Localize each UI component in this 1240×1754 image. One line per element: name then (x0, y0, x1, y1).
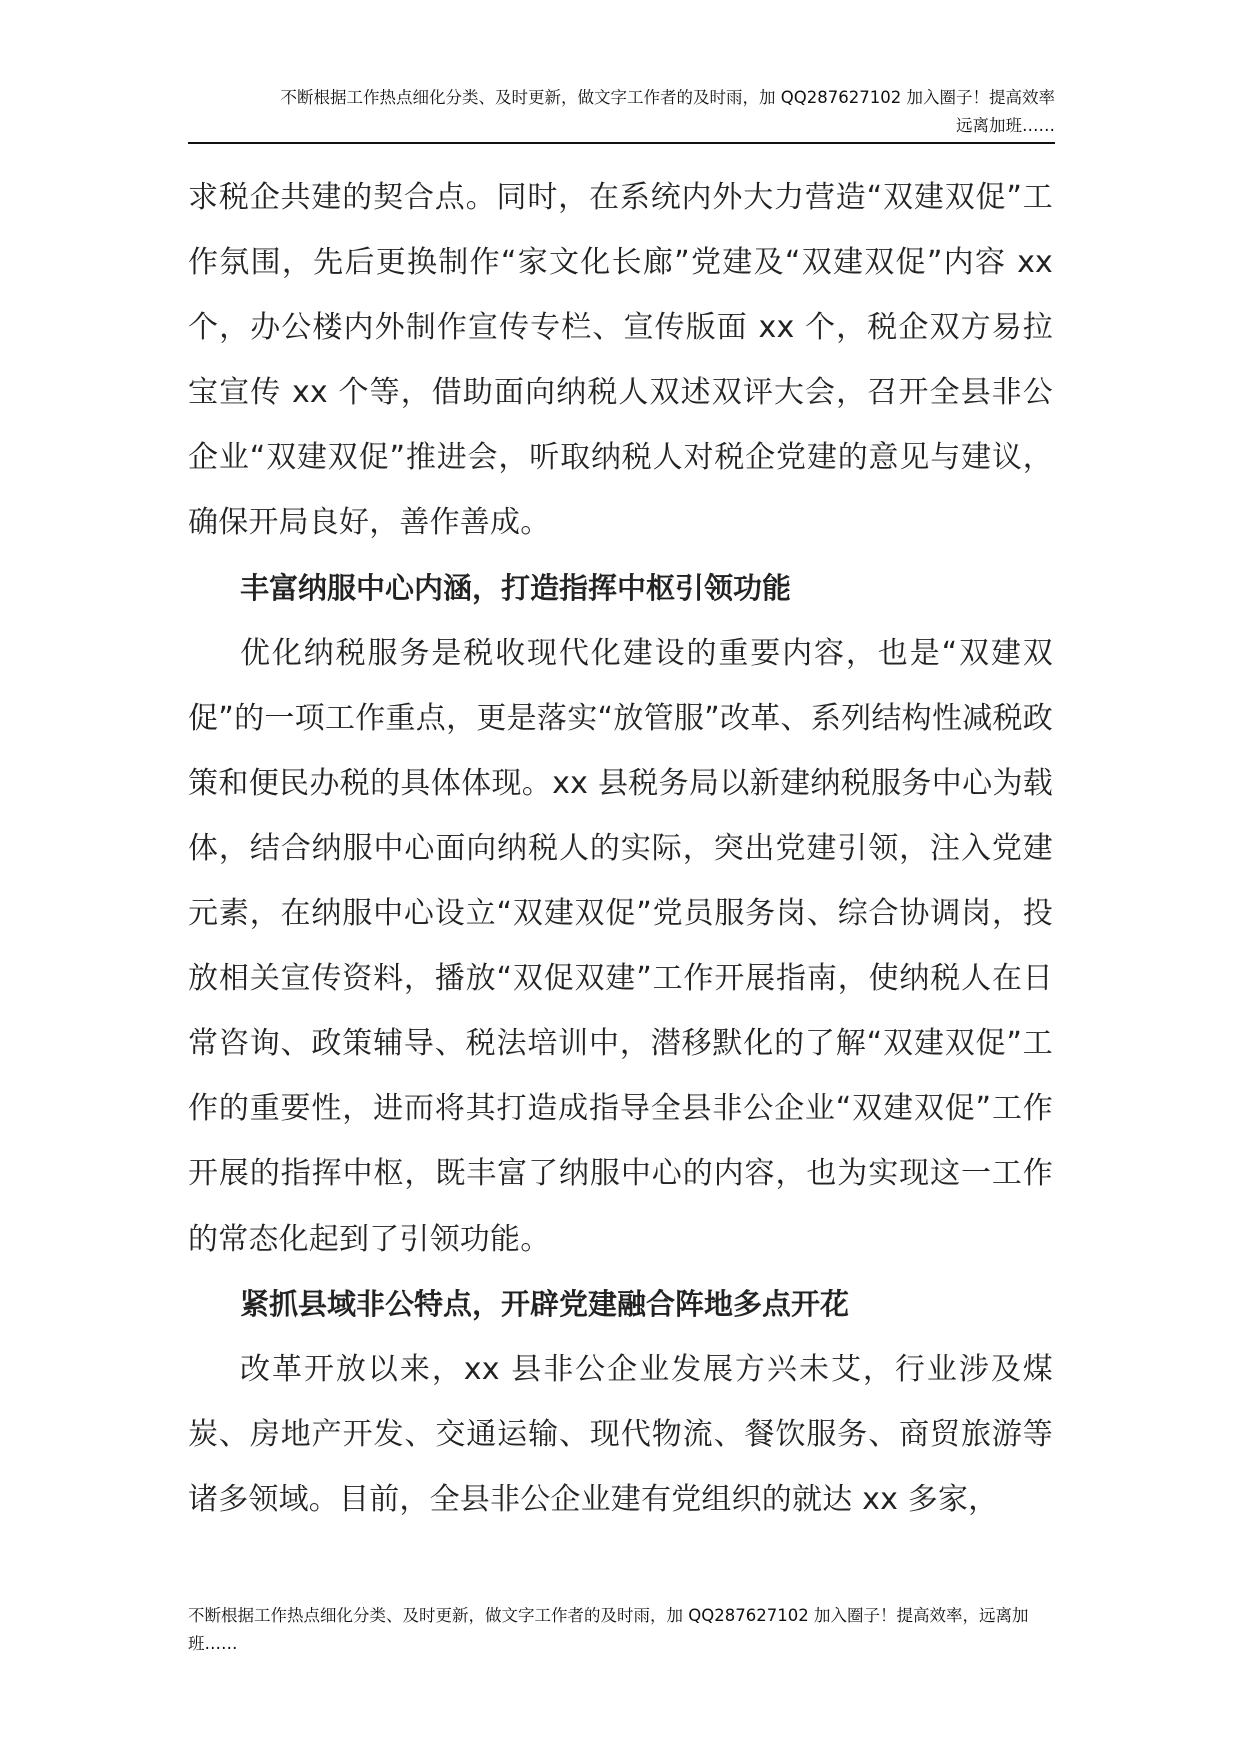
section-heading-1: 丰富纳服中心内涵，打造指挥中枢引领功能 (240, 570, 792, 605)
header-text-line1: 不断根据工作热点细化分类、及时更新，做文字工作者的及时雨，加 QQ287627102 加入圈子！提高效率 (280, 88, 1055, 107)
document-body (188, 165, 1053, 1532)
header-divider (188, 142, 1055, 144)
section-heading-2: 紧抓县域非公特点，开辟党建融合阵地多点开花 (240, 1286, 850, 1321)
body-paragraph-2: 优化纳税服务是税收现代化建设的重要内容，也是“双建双促”的一项工作重点，更是落实“放管服”改革、系列结构性减税政策和便民办税的具体体现。xx 县税务局以新建纳税服务中心为载体，结合纳服中心面向纳税人的实际，突出党建引领，注入党建元素，在纳服中心设立“双建双促”党员服务岗、综合协调岗，投放相关宣传资料，播放“双促双建”工作开展指南，使纳税人在日常咨询、政策辅导、税法培训中，潜移默化的了解“双建双促”工作的重要性，进而将其打造成指导全县非公企业“双建双促”工作开展的指挥中枢，既丰富了纳服中心的内容，也为实现这一工作的常态化起到了引领功能。 (188, 635, 1053, 1257)
page-footer: 不断根据工作热点细化分类、及时更新，做文字工作者的及时雨，加 QQ287627102 加入圈子！提高效率，远离加班…… (188, 1606, 1029, 1653)
body-paragraph-3: 改革开放以来，xx 县非公企业发展方兴未艾，行业涉及煤炭、房地产开发、交通运输、现代物流、餐饮服务、商贸旅游等诸多领域。目前，全县非公企业建有党组织的就达 xx 多家， (188, 1351, 1053, 1517)
header-text-line2: 远离加班…… (956, 116, 1055, 135)
page-header (188, 84, 1055, 140)
body-paragraph-1: 求税企共建的契合点。同时，在系统内外大力营造“双建双促”工作氛围，先后更换制作“家文化长廊”党建及“双建双促”内容 xx 个，办公楼内外制作宣传专栏、宣传版面 xx 个，税企双方易拉宝宣传 xx 个等，借助面向纳税人双述双评大会，召开全县非公企业“双建双促”推进会，听取纳税人对税企党建的意见与建议，确保开局良好，善作善成。 (188, 180, 1053, 541)
